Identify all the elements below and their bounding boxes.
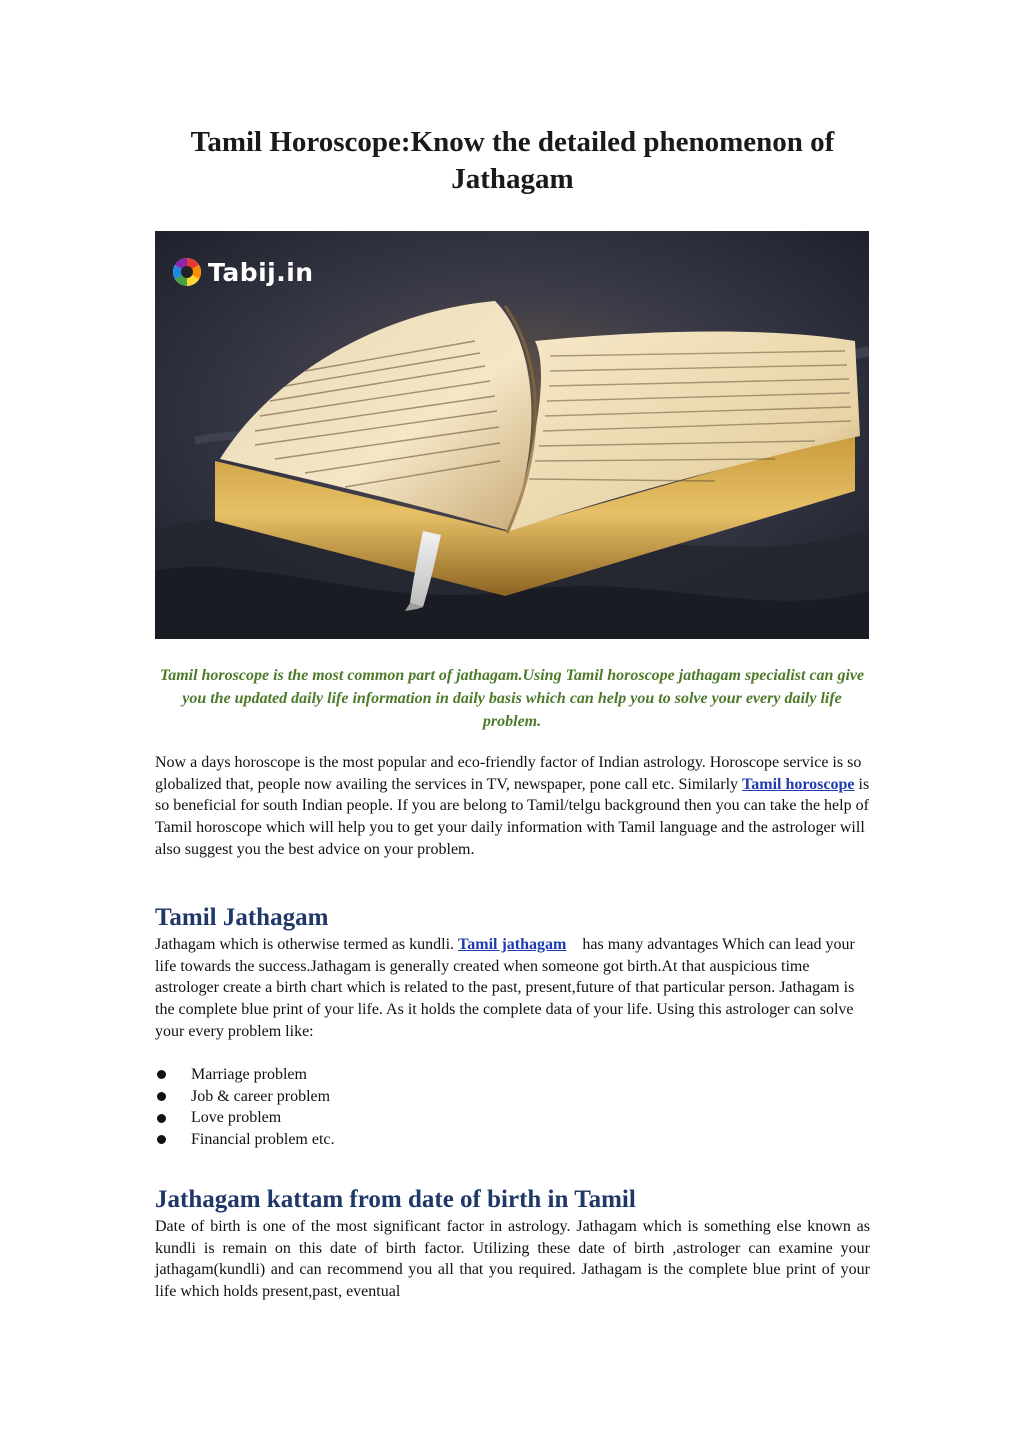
bullet-icon	[157, 1092, 166, 1101]
paragraph-text: Jathagam which is otherwise termed as kundli.	[155, 936, 459, 953]
tamil-jathagam-link[interactable]: Tamil jathagam	[458, 936, 567, 953]
bullet-icon	[157, 1135, 166, 1144]
bullet-icon	[157, 1070, 166, 1079]
body-paragraph-kattam: Date of birth is one of the most significant factor in astrology. Jathagam which is something else known as kundli is remain on this date of birth factor. Utilizing these date of birth ,astrologer can examine your jathagam(kundli) and can recommend you all that you required. Jathagam is the complete blue print of your life which holds present,past, eventual	[155, 1218, 870, 1301]
paragraph-text: Now a days horoscope is the most popular and eco-friendly factor of Indian astrology. Horoscope service is so globalized that, people now availing the services in TV, newspaper, pone call etc. Similarly	[155, 754, 862, 793]
section-heading-jathagam-kattam: Jathagam kattam from date of birth in Tamil	[155, 1186, 636, 1213]
paragraph-text: has many advantages Which can lead your life towards the success.Jathagam is generally created when someone got birth.At that auspicious time astrologer create a birth chart which is related to the past, present,future of that particular person. Jathagam is the complete blue print of your life. As it holds the complete data of your life. Using this astrologer can solve your every problem like:	[155, 936, 859, 1040]
problem-list	[155, 1064, 335, 1151]
list-item: Love problem	[155, 1107, 335, 1129]
page-title: Tamil Horoscope:Know the detailed phenomenon of Jathagam	[190, 126, 835, 195]
section-heading-tamil-jathagam: Tamil Jathagam	[155, 904, 329, 931]
document-page	[155, 0, 870, 1301]
brand-logo	[172, 257, 314, 287]
paragraph-text: is so beneficial for south Indian people. If you are belong to Tamil/telgu background then you can take the help of Tamil horoscope which will help you to get your daily information with Tamil language and the astrologer will also suggest you the best advice on your problem.	[155, 775, 870, 858]
body-paragraph-jathagam	[155, 934, 870, 1043]
bullet-icon	[157, 1114, 166, 1123]
color-wheel-icon	[172, 257, 202, 287]
intro-summary: Tamil horoscope is the most common part of jathagam.Using Tamil horoscope jathagam specialist can give you the updated daily life information in daily basis which can help you to solve your every daily life problem.	[159, 667, 865, 730]
open-book-illustration	[155, 231, 869, 639]
body-paragraph-horoscope	[155, 752, 870, 861]
list-item: Financial problem etc.	[155, 1129, 335, 1151]
list-item: Job & career problem	[155, 1086, 335, 1108]
tamil-horoscope-link[interactable]: Tamil horoscope	[742, 775, 855, 793]
list-item: Marriage problem	[155, 1064, 335, 1086]
brand-name: Tabij.in	[208, 257, 314, 287]
hero-image	[155, 231, 869, 639]
